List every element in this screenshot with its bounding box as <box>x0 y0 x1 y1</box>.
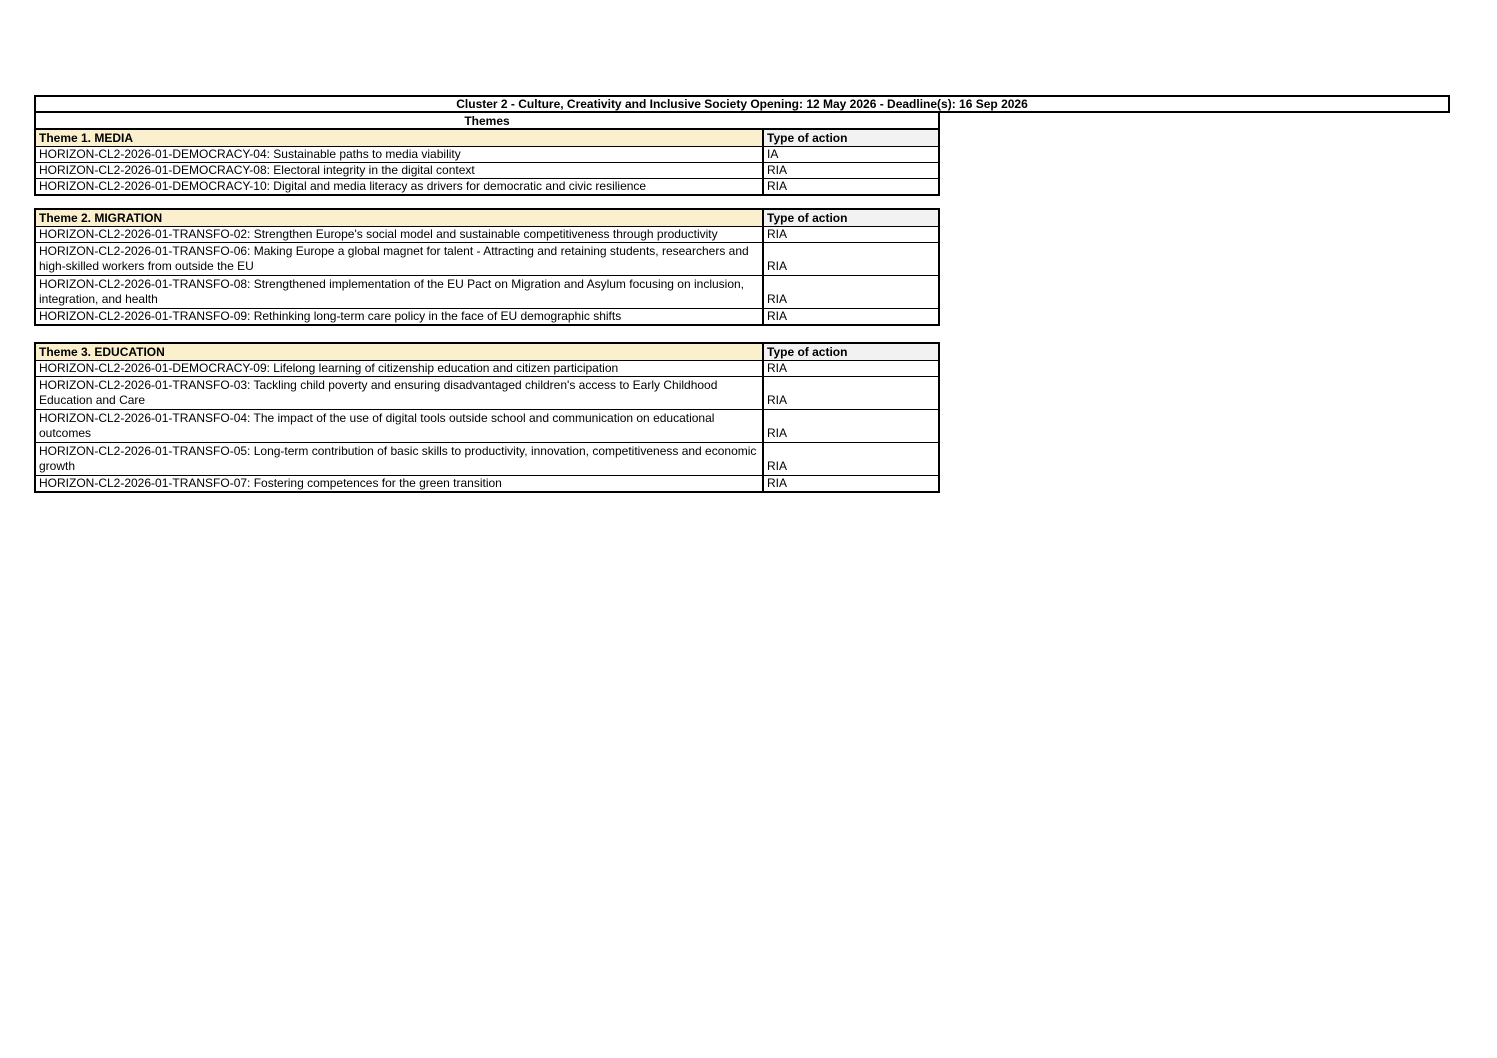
theme-header-row <box>36 344 938 360</box>
topic-action: RIA <box>762 309 938 324</box>
theme-3-title: Theme 3. EDUCATION <box>36 344 762 360</box>
theme-1-title: Theme 1. MEDIA <box>36 130 762 146</box>
type-of-action-header: Type of action <box>762 210 938 226</box>
theme-1-media-section <box>34 130 940 196</box>
topic-label: HORIZON-CL2-2026-01-DEMOCRACY-10: Digital and media literacy as drivers for democratic and civic resilience <box>39 179 647 193</box>
topic-action: RIA <box>762 410 938 442</box>
table-row <box>36 475 938 491</box>
topic-action: RIA <box>762 476 938 491</box>
table-row <box>36 360 938 376</box>
topic-action: RIA <box>762 377 938 409</box>
call-title: Cluster 2 - Culture, Creativity and Inclusive Society Opening: 12 May 2026 - Deadline(s): 16 Sep 2026 <box>34 95 1450 113</box>
theme-header-row <box>36 130 938 146</box>
table-row <box>36 442 938 475</box>
topic-label: HORIZON-CL2-2026-01-DEMOCRACY-08: Electoral integrity in the digital context <box>39 163 475 177</box>
theme-header-row <box>36 210 938 226</box>
theme-2-title: Theme 2. MIGRATION <box>36 210 762 226</box>
topic-action: RIA <box>762 443 938 475</box>
topic-action: RIA <box>762 276 938 308</box>
topic-action: IA <box>762 147 938 162</box>
topic-label: HORIZON-CL2-2026-01-TRANSFO-08: Strengthened implementation of the EU Pact on Migration and Asylum focusing on inclusion, integration, and health <box>39 277 744 306</box>
topic-label: HORIZON-CL2-2026-01-TRANSFO-04: The impact of the use of digital tools outside school and communication on educational outcomes <box>39 411 715 440</box>
table-row <box>36 162 938 178</box>
table-row <box>36 409 938 442</box>
topic-action: RIA <box>762 227 938 242</box>
topic-label: HORIZON-CL2-2026-01-TRANSFO-07: Fostering competences for the green transition <box>39 476 502 490</box>
topic-label: HORIZON-CL2-2026-01-TRANSFO-06: Making Europe a global magnet for talent - Attracting and retaining students, researchers and high-skilled workers from outside the EU <box>39 244 749 273</box>
theme-3-education-section <box>34 342 940 493</box>
table-row <box>36 242 938 275</box>
table-row <box>36 376 938 409</box>
table-row <box>36 146 938 162</box>
topic-label: HORIZON-CL2-2026-01-TRANSFO-02: Strengthen Europe's social model and sustainable competitiveness through productivity <box>39 227 718 241</box>
topic-label: HORIZON-CL2-2026-01-TRANSFO-09: Rethinking long-term care policy in the face of EU demographic shifts <box>39 309 622 323</box>
topic-label: HORIZON-CL2-2026-01-TRANSFO-03: Tackling child poverty and ensuring disadvantaged children's access to Early Childhood Education and Care <box>39 378 718 407</box>
table-row <box>36 178 938 194</box>
type-of-action-header: Type of action <box>762 130 938 146</box>
themes-header: Themes <box>34 113 940 130</box>
topic-label: HORIZON-CL2-2026-01-TRANSFO-05: Long-term contribution of basic skills to productivity, innovation, competitiveness and economic growth <box>39 444 757 473</box>
table-row <box>36 308 938 324</box>
table-row <box>36 275 938 308</box>
topic-action: RIA <box>762 163 938 178</box>
table-row <box>36 226 938 242</box>
theme-2-migration-section <box>34 208 940 326</box>
topic-action: RIA <box>762 361 938 376</box>
topic-action: RIA <box>762 179 938 194</box>
type-of-action-header: Type of action <box>762 344 938 360</box>
topic-action: RIA <box>762 243 938 275</box>
topic-label: HORIZON-CL2-2026-01-DEMOCRACY-09: Lifelong learning of citizenship education and citizen participation <box>39 361 619 375</box>
topic-label: HORIZON-CL2-2026-01-DEMOCRACY-04: Sustainable paths to media viability <box>39 147 461 161</box>
